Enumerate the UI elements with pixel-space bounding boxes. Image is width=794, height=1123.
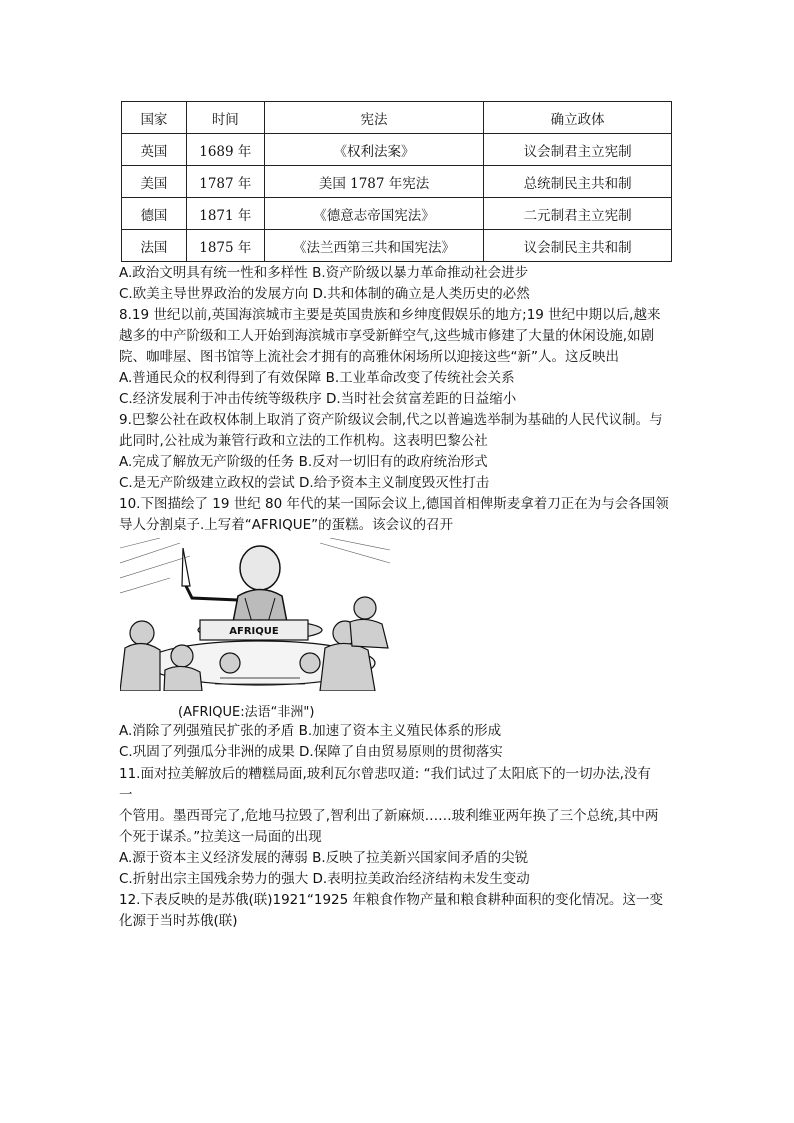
q8-options-cd: C.经济发展利于冲击传统等级秩序 D.当时社会贫富差距的日益缩小 [119,391,517,407]
q8-stem-line2: 越多的中产阶级和工人开始到海滨城市享受新鲜空气,这些城市修建了大量的休闲设施,如剧 [119,328,655,344]
header-country: 国家 [122,102,187,134]
table-cell: 美国 [122,166,187,198]
q8-stem-line3: 院、咖啡屋、图书馆等上流社会才拥有的高雅休闲场所以迎接这些“新”人。这反映出 [119,349,619,365]
q9-stem-line1: 9.巴黎公社在政权体制上取消了资产阶级议会制,代之以普遍选举制为基础的人民代议制。与 [119,412,663,428]
q11-stem-line3: 个管用。墨西哥完了,危地马拉毁了,智利出了新麻烦……玻利维亚两年换了三个总统,其中两 [119,808,659,824]
q11-stem-line1: 11.面对拉美解放后的糟糕局面,玻利瓦尔曾悲叹道: “我们试过了太阳底下的一切办法,没有 [119,766,651,782]
table-cell: 议会制民主共和制 [484,230,672,262]
cartoon-caption: (AFRIQUE:法语“非洲") [178,705,315,720]
cake-label: AFRIQUE [229,626,279,637]
header-constitution: 宪法 [264,102,484,134]
table-cell: 1875 年 [186,230,264,262]
table-row [122,166,672,198]
q11-stem-line2: 一 [119,787,133,803]
header-time: 时间 [186,102,264,134]
q11-options-cd: C.折射出宗主国残余势力的强大 D.表明拉美政治经济结构未发生变动 [119,871,530,887]
table-cell: 1689 年 [186,134,264,166]
q9-options-cd: C.是无产阶级建立政权的尝试 D.给予资本主义制度毁灭性打击 [119,475,490,491]
table-cell: 二元制君主立宪制 [484,198,672,230]
header-polity: 确立政体 [484,102,672,134]
table-row [122,198,672,230]
constitution-table [121,101,672,262]
q12-stem-line2: 化源于当时苏俄(联) [119,913,238,929]
q7-options-cd: C.欧美主导世界政治的发展方向 D.共和体制的确立是人类历史的必然 [119,286,530,302]
table-cell: 美国 1787 年宪法 [264,166,484,198]
q7-options-ab: A.政治文明具有统一性和多样性 B.资产阶级以暴力革命推动社会进步 [119,265,529,281]
table-cell: 英国 [122,134,187,166]
q10-options-ab: A.消除了列强殖民扩张的矛盾 B.加速了资本主义殖民体系的形成 [119,723,502,739]
q11-options-ab: A.源于资本主义经济发展的薄弱 B.反映了拉美新兴国家间矛盾的尖锐 [119,850,529,866]
q10-stem-line1: 10.下图描绘了 19 世纪 80 年代的某一国际会议上,德国首相俾斯麦拿着刀正在为与会各国领 [119,496,669,512]
table-cell: 《法兰西第三共和国宪法》 [264,230,484,262]
table-cell: 1871 年 [186,198,264,230]
table-cell: 议会制君主立宪制 [484,134,672,166]
q10-stem-line2: 导人分割桌子.上写着“AFRIQUE”的蛋糕。该会议的召开 [119,517,454,533]
table-cell: 《德意志帝国宪法》 [264,198,484,230]
table-cell: 法国 [122,230,187,262]
q11-stem-line4: 个死于谋杀。”拉美这一局面的出现 [119,829,322,845]
cartoon-illustration [120,538,390,691]
q8-stem-line1: 8.19 世纪以前,英国海滨城市主要是英国贵族和乡绅度假娱乐的地方;19 世纪中期以后,越来 [119,307,661,323]
q8-options-ab: A.普通民众的权利得到了有效保障 B.工业革命改变了传统社会关系 [119,370,515,386]
table-cell: 总统制民主共和制 [484,166,672,198]
q10-options-cd: C.巩固了列强瓜分非洲的成果 D.保障了自由贸易原则的贯彻落实 [119,744,503,760]
table-row [122,134,672,166]
q9-stem-line2: 此同时,公社成为兼管行政和立法的工作机构。这表明巴黎公社 [119,433,488,449]
table-header-row [122,102,672,134]
table-cell: 《权利法案》 [264,134,484,166]
q9-options-ab: A.完成了解放无产阶级的任务 B.反对一切旧有的政府统治形式 [119,454,488,470]
q12-stem-line1: 12.下表反映的是苏俄(联)1921“1925 年粮食作物产量和粮食耕种面积的变化情况。这一变 [119,892,664,908]
table-row [122,230,672,262]
table-cell: 德国 [122,198,187,230]
table-cell: 1787 年 [186,166,264,198]
